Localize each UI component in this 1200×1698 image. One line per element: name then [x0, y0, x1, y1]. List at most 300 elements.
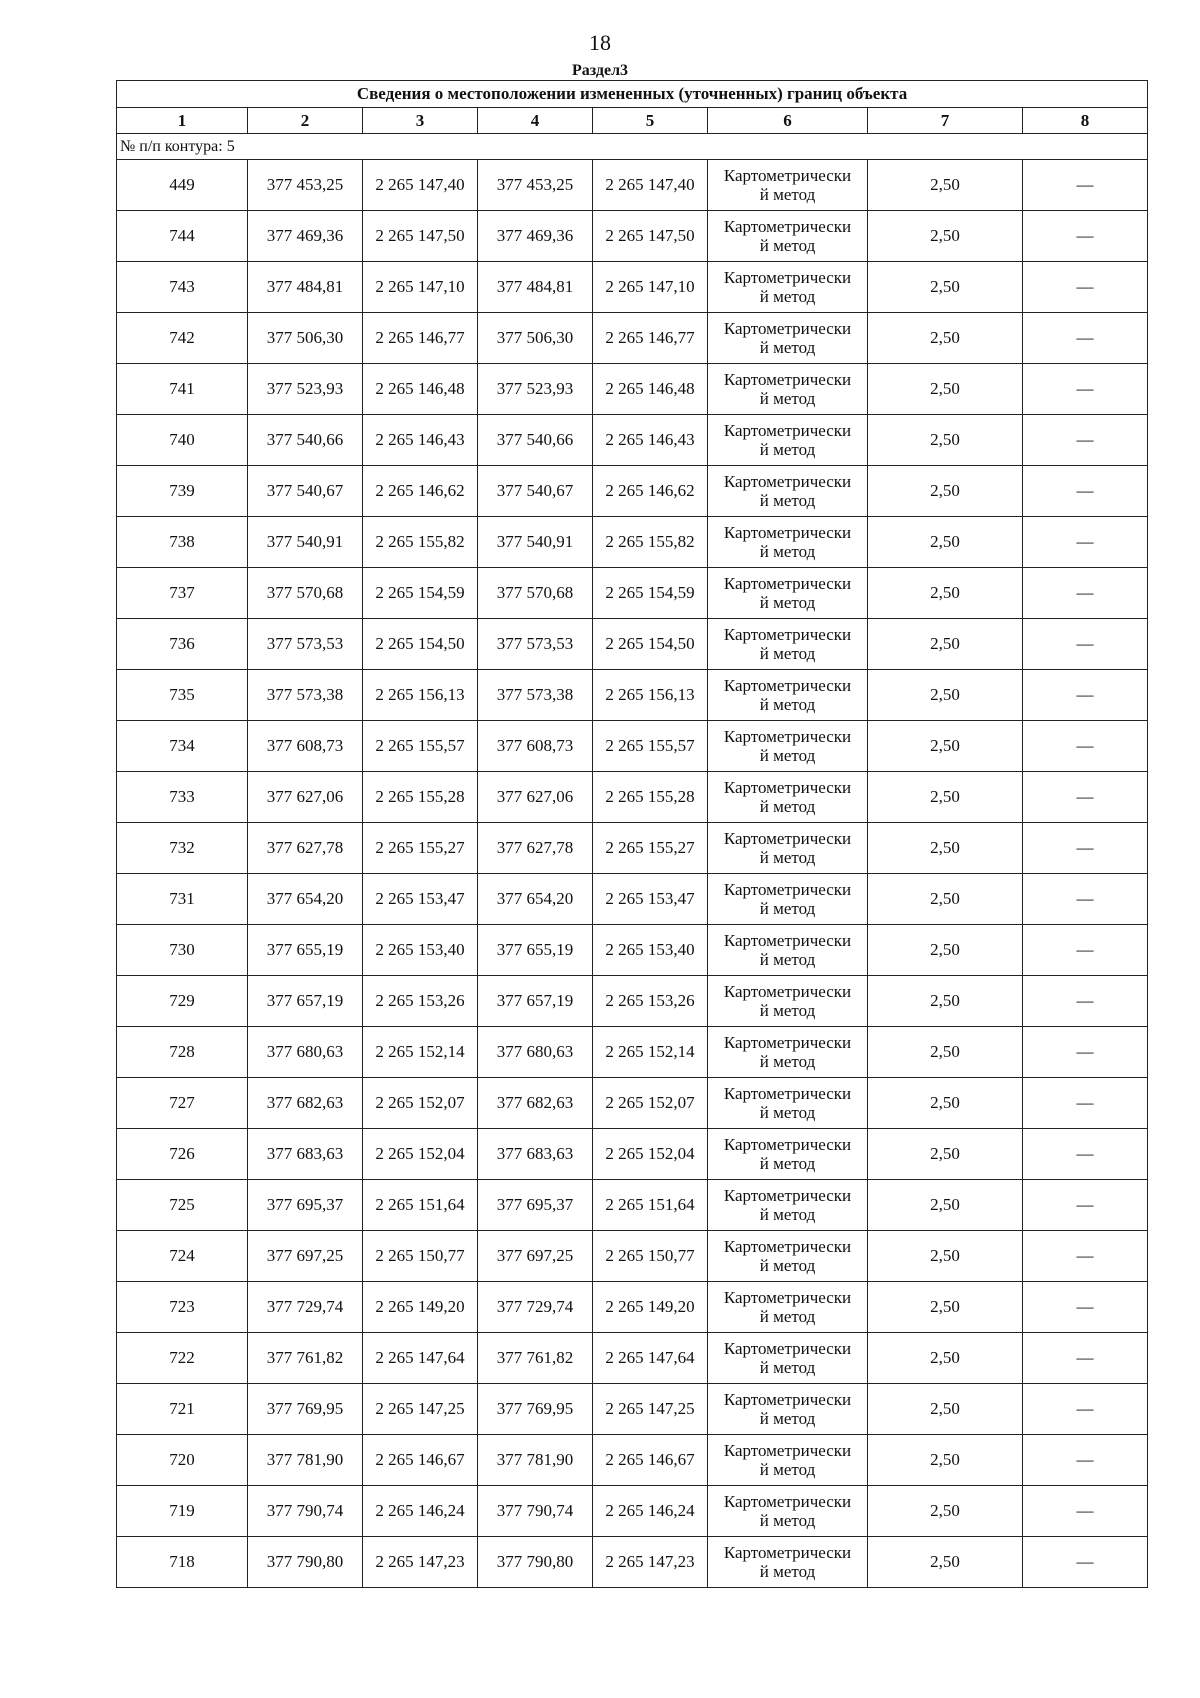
table-row [117, 721, 1148, 772]
accuracy-cell: 2,50 [868, 1384, 1023, 1435]
method-text: Картометрически [723, 1033, 852, 1052]
method-text: й метод [759, 1460, 816, 1479]
y-coordinate-cell: 2 265 153,47 [593, 874, 708, 925]
x-coordinate-cell: 377 523,93 [248, 364, 363, 415]
x-coordinate-cell: 377 697,25 [248, 1231, 363, 1282]
x-coordinate-cell: 377 627,78 [248, 823, 363, 874]
column-number: 6 [708, 108, 868, 134]
method-cell [708, 823, 868, 874]
method-text: Картометрически [723, 982, 852, 1001]
note-cell: — [1023, 415, 1148, 466]
method-cell [708, 415, 868, 466]
note-cell: — [1023, 1231, 1148, 1282]
table-row [117, 1129, 1148, 1180]
page-number: 18 [589, 30, 611, 55]
y-coordinate-cell: 2 265 146,24 [593, 1486, 708, 1537]
x-coordinate-cell: 377 683,63 [248, 1129, 363, 1180]
y-coordinate-cell: 2 265 150,77 [593, 1231, 708, 1282]
method-text: й метод [759, 338, 816, 357]
method-cell [708, 1333, 868, 1384]
note-cell: — [1023, 1129, 1148, 1180]
table-row [117, 568, 1148, 619]
y-coordinate-cell: 2 265 151,64 [363, 1180, 478, 1231]
note-cell: — [1023, 568, 1148, 619]
x-coordinate-cell: 377 729,74 [478, 1282, 593, 1333]
x-coordinate-cell: 377 523,93 [478, 364, 593, 415]
method-text: Картометрически [723, 931, 852, 950]
x-coordinate-cell: 377 469,36 [478, 211, 593, 262]
accuracy-cell: 2,50 [868, 1180, 1023, 1231]
method-cell [708, 1078, 868, 1129]
note-cell: — [1023, 772, 1148, 823]
y-coordinate-cell: 2 265 153,40 [363, 925, 478, 976]
point-number-cell: 735 [117, 670, 248, 721]
y-coordinate-cell: 2 265 155,82 [593, 517, 708, 568]
x-coordinate-cell: 377 484,81 [478, 262, 593, 313]
point-number-cell: 736 [117, 619, 248, 670]
method-text: й метод [759, 1307, 816, 1326]
method-text: Картометрически [723, 727, 852, 746]
method-cell [708, 1231, 868, 1282]
x-coordinate-cell: 377 540,67 [478, 466, 593, 517]
method-text: й метод [759, 185, 816, 204]
y-coordinate-cell: 2 265 146,24 [363, 1486, 478, 1537]
method-text: Картометрически [723, 1288, 852, 1307]
note-cell: — [1023, 364, 1148, 415]
y-coordinate-cell: 2 265 153,26 [593, 976, 708, 1027]
method-cell [708, 517, 868, 568]
table-title: Сведения о местоположении измененных (уточненных) границ объекта [117, 81, 1148, 108]
x-coordinate-cell: 377 655,19 [248, 925, 363, 976]
x-coordinate-cell: 377 627,06 [478, 772, 593, 823]
method-text: й метод [759, 1256, 816, 1275]
method-text: й метод [759, 644, 816, 663]
y-coordinate-cell: 2 265 154,50 [593, 619, 708, 670]
y-coordinate-cell: 2 265 147,64 [593, 1333, 708, 1384]
method-text: й метод [759, 1409, 816, 1428]
y-coordinate-cell: 2 265 155,57 [363, 721, 478, 772]
note-cell: — [1023, 721, 1148, 772]
x-coordinate-cell: 377 695,37 [248, 1180, 363, 1231]
x-coordinate-cell: 377 761,82 [478, 1333, 593, 1384]
coordinates-table [116, 80, 1148, 1588]
method-cell [708, 262, 868, 313]
table-row [117, 160, 1148, 211]
method-text: й метод [759, 848, 816, 867]
method-text: Картометрически [723, 778, 852, 797]
y-coordinate-cell: 2 265 146,62 [363, 466, 478, 517]
x-coordinate-cell: 377 570,68 [478, 568, 593, 619]
method-text: Картометрически [723, 1441, 852, 1460]
accuracy-cell: 2,50 [868, 925, 1023, 976]
point-number-cell: 743 [117, 262, 248, 313]
method-text: й метод [759, 287, 816, 306]
accuracy-cell: 2,50 [868, 415, 1023, 466]
method-cell [708, 619, 868, 670]
method-text: й метод [759, 695, 816, 714]
y-coordinate-cell: 2 265 146,77 [593, 313, 708, 364]
table-row [117, 874, 1148, 925]
x-coordinate-cell: 377 540,66 [478, 415, 593, 466]
method-text: Картометрически [723, 217, 852, 236]
table-row [117, 619, 1148, 670]
table-row [117, 313, 1148, 364]
table-row [117, 823, 1148, 874]
y-coordinate-cell: 2 265 149,20 [363, 1282, 478, 1333]
method-cell [708, 925, 868, 976]
method-cell [708, 874, 868, 925]
x-coordinate-cell: 377 453,25 [478, 160, 593, 211]
note-cell: — [1023, 1027, 1148, 1078]
method-cell [708, 568, 868, 619]
column-number: 4 [478, 108, 593, 134]
point-number-cell: 744 [117, 211, 248, 262]
x-coordinate-cell: 377 657,19 [478, 976, 593, 1027]
point-number-cell: 727 [117, 1078, 248, 1129]
method-cell [708, 1435, 868, 1486]
x-coordinate-cell: 377 654,20 [248, 874, 363, 925]
x-coordinate-cell: 377 573,38 [248, 670, 363, 721]
y-coordinate-cell: 2 265 152,14 [363, 1027, 478, 1078]
point-number-cell: 718 [117, 1537, 248, 1588]
column-number: 7 [868, 108, 1023, 134]
method-text: й метод [759, 950, 816, 969]
point-number-cell: 724 [117, 1231, 248, 1282]
accuracy-cell: 2,50 [868, 1078, 1023, 1129]
method-cell [708, 1129, 868, 1180]
y-coordinate-cell: 2 265 146,48 [593, 364, 708, 415]
method-text: й метод [759, 1154, 816, 1173]
method-text: й метод [759, 1562, 816, 1581]
method-text: й метод [759, 389, 816, 408]
method-cell [708, 1537, 868, 1588]
x-coordinate-cell: 377 506,30 [248, 313, 363, 364]
method-cell [708, 1282, 868, 1333]
y-coordinate-cell: 2 265 155,28 [363, 772, 478, 823]
accuracy-cell: 2,50 [868, 517, 1023, 568]
x-coordinate-cell: 377 654,20 [478, 874, 593, 925]
y-coordinate-cell: 2 265 152,07 [593, 1078, 708, 1129]
point-number-cell: 739 [117, 466, 248, 517]
point-number-cell: 738 [117, 517, 248, 568]
accuracy-cell: 2,50 [868, 364, 1023, 415]
y-coordinate-cell: 2 265 152,14 [593, 1027, 708, 1078]
method-text: й метод [759, 1511, 816, 1530]
method-cell [708, 721, 868, 772]
x-coordinate-cell: 377 790,80 [478, 1537, 593, 1588]
method-text: Картометрически [723, 166, 852, 185]
method-cell [708, 364, 868, 415]
table-row [117, 1078, 1148, 1129]
point-number-cell: 719 [117, 1486, 248, 1537]
point-number-cell: 729 [117, 976, 248, 1027]
method-text: Картометрически [723, 676, 852, 695]
x-coordinate-cell: 377 729,74 [248, 1282, 363, 1333]
note-cell: — [1023, 1486, 1148, 1537]
y-coordinate-cell: 2 265 146,77 [363, 313, 478, 364]
table-row [117, 364, 1148, 415]
y-coordinate-cell: 2 265 153,26 [363, 976, 478, 1027]
method-cell [708, 1384, 868, 1435]
y-coordinate-cell: 2 265 147,64 [363, 1333, 478, 1384]
point-number-cell: 722 [117, 1333, 248, 1384]
accuracy-cell: 2,50 [868, 1282, 1023, 1333]
method-text: Картометрически [723, 1135, 852, 1154]
x-coordinate-cell: 377 573,53 [478, 619, 593, 670]
y-coordinate-cell: 2 265 147,10 [363, 262, 478, 313]
table-row [117, 1180, 1148, 1231]
x-coordinate-cell: 377 453,25 [248, 160, 363, 211]
x-coordinate-cell: 377 683,63 [478, 1129, 593, 1180]
point-number-cell: 721 [117, 1384, 248, 1435]
y-coordinate-cell: 2 265 151,64 [593, 1180, 708, 1231]
y-coordinate-cell: 2 265 154,50 [363, 619, 478, 670]
note-cell: — [1023, 976, 1148, 1027]
accuracy-cell: 2,50 [868, 466, 1023, 517]
y-coordinate-cell: 2 265 155,27 [363, 823, 478, 874]
table-row [117, 1435, 1148, 1486]
method-text: й метод [759, 1103, 816, 1122]
accuracy-cell: 2,50 [868, 1129, 1023, 1180]
point-number-cell: 726 [117, 1129, 248, 1180]
section-title: Раздел3 [571, 62, 629, 79]
method-text: й метод [759, 1001, 816, 1020]
method-text: Картометрически [723, 829, 852, 848]
y-coordinate-cell: 2 265 147,40 [593, 160, 708, 211]
x-coordinate-cell: 377 540,91 [478, 517, 593, 568]
accuracy-cell: 2,50 [868, 721, 1023, 772]
point-number-cell: 723 [117, 1282, 248, 1333]
x-coordinate-cell: 377 697,25 [478, 1231, 593, 1282]
method-text: Картометрически [723, 370, 852, 389]
table-row [117, 1231, 1148, 1282]
y-coordinate-cell: 2 265 155,27 [593, 823, 708, 874]
note-cell: — [1023, 1384, 1148, 1435]
point-number-cell: 720 [117, 1435, 248, 1486]
point-number-cell: 733 [117, 772, 248, 823]
table-row [117, 1333, 1148, 1384]
y-coordinate-cell: 2 265 146,67 [593, 1435, 708, 1486]
y-coordinate-cell: 2 265 154,59 [363, 568, 478, 619]
table-title-row [117, 81, 1148, 108]
method-text: Картометрически [723, 1237, 852, 1256]
y-coordinate-cell: 2 265 155,82 [363, 517, 478, 568]
note-cell: — [1023, 1333, 1148, 1384]
y-coordinate-cell: 2 265 147,25 [593, 1384, 708, 1435]
table-row [117, 670, 1148, 721]
table-row [117, 517, 1148, 568]
x-coordinate-cell: 377 540,67 [248, 466, 363, 517]
method-cell [708, 772, 868, 823]
method-cell [708, 466, 868, 517]
x-coordinate-cell: 377 781,90 [478, 1435, 593, 1486]
point-number-cell: 742 [117, 313, 248, 364]
table-row [117, 1282, 1148, 1333]
column-number: 2 [248, 108, 363, 134]
x-coordinate-cell: 377 570,68 [248, 568, 363, 619]
method-cell [708, 1486, 868, 1537]
table-row [117, 1384, 1148, 1435]
x-coordinate-cell: 377 540,91 [248, 517, 363, 568]
method-text: й метод [759, 746, 816, 765]
contour-label: № п/п контура: 5 [117, 134, 1148, 160]
x-coordinate-cell: 377 506,30 [478, 313, 593, 364]
x-coordinate-cell: 377 484,81 [248, 262, 363, 313]
y-coordinate-cell: 2 265 152,07 [363, 1078, 478, 1129]
y-coordinate-cell: 2 265 146,62 [593, 466, 708, 517]
x-coordinate-cell: 377 680,63 [478, 1027, 593, 1078]
note-cell: — [1023, 619, 1148, 670]
table-row [117, 925, 1148, 976]
point-number-cell: 740 [117, 415, 248, 466]
accuracy-cell: 2,50 [868, 874, 1023, 925]
table-row [117, 466, 1148, 517]
y-coordinate-cell: 2 265 153,40 [593, 925, 708, 976]
accuracy-cell: 2,50 [868, 976, 1023, 1027]
x-coordinate-cell: 377 680,63 [248, 1027, 363, 1078]
x-coordinate-cell: 377 695,37 [478, 1180, 593, 1231]
accuracy-cell: 2,50 [868, 1537, 1023, 1588]
x-coordinate-cell: 377 790,74 [478, 1486, 593, 1537]
x-coordinate-cell: 377 655,19 [478, 925, 593, 976]
method-cell [708, 313, 868, 364]
method-text: й метод [759, 491, 816, 510]
contour-row [117, 134, 1148, 160]
table-row [117, 1027, 1148, 1078]
point-number-cell: 732 [117, 823, 248, 874]
y-coordinate-cell: 2 265 146,43 [593, 415, 708, 466]
table-row [117, 976, 1148, 1027]
method-text: Картометрически [723, 268, 852, 287]
point-number-cell: 730 [117, 925, 248, 976]
note-cell: — [1023, 313, 1148, 364]
note-cell: — [1023, 262, 1148, 313]
accuracy-cell: 2,50 [868, 568, 1023, 619]
table-row [117, 1486, 1148, 1537]
y-coordinate-cell: 2 265 153,47 [363, 874, 478, 925]
method-text: й метод [759, 899, 816, 918]
method-text: Картометрически [723, 1084, 852, 1103]
y-coordinate-cell: 2 265 156,13 [593, 670, 708, 721]
accuracy-cell: 2,50 [868, 619, 1023, 670]
y-coordinate-cell: 2 265 150,77 [363, 1231, 478, 1282]
y-coordinate-cell: 2 265 147,50 [363, 211, 478, 262]
method-cell [708, 211, 868, 262]
x-coordinate-cell: 377 790,74 [248, 1486, 363, 1537]
point-number-cell: 725 [117, 1180, 248, 1231]
accuracy-cell: 2,50 [868, 1333, 1023, 1384]
x-coordinate-cell: 377 769,95 [248, 1384, 363, 1435]
y-coordinate-cell: 2 265 147,23 [593, 1537, 708, 1588]
method-text: Картометрически [723, 523, 852, 542]
method-text: Картометрически [723, 1339, 852, 1358]
method-text: Картометрически [723, 319, 852, 338]
y-coordinate-cell: 2 265 149,20 [593, 1282, 708, 1333]
y-coordinate-cell: 2 265 155,57 [593, 721, 708, 772]
y-coordinate-cell: 2 265 147,10 [593, 262, 708, 313]
x-coordinate-cell: 377 790,80 [248, 1537, 363, 1588]
note-cell: — [1023, 211, 1148, 262]
method-cell [708, 1027, 868, 1078]
method-text: Картометрически [723, 421, 852, 440]
note-cell: — [1023, 874, 1148, 925]
note-cell: — [1023, 670, 1148, 721]
y-coordinate-cell: 2 265 147,25 [363, 1384, 478, 1435]
accuracy-cell: 2,50 [868, 1435, 1023, 1486]
note-cell: — [1023, 1078, 1148, 1129]
accuracy-cell: 2,50 [868, 670, 1023, 721]
method-cell [708, 976, 868, 1027]
x-coordinate-cell: 377 682,63 [478, 1078, 593, 1129]
point-number-cell: 731 [117, 874, 248, 925]
note-cell: — [1023, 1537, 1148, 1588]
column-number: 8 [1023, 108, 1148, 134]
x-coordinate-cell: 377 469,36 [248, 211, 363, 262]
method-text: Картометрически [723, 1492, 852, 1511]
method-text: й метод [759, 1205, 816, 1224]
method-text: й метод [759, 1052, 816, 1071]
note-cell: — [1023, 160, 1148, 211]
accuracy-cell: 2,50 [868, 211, 1023, 262]
table-row [117, 415, 1148, 466]
method-text: Картометрически [723, 574, 852, 593]
note-cell: — [1023, 517, 1148, 568]
y-coordinate-cell: 2 265 154,59 [593, 568, 708, 619]
method-cell [708, 670, 868, 721]
y-coordinate-cell: 2 265 155,28 [593, 772, 708, 823]
y-coordinate-cell: 2 265 152,04 [363, 1129, 478, 1180]
method-text: й метод [759, 440, 816, 459]
note-cell: — [1023, 466, 1148, 517]
column-number: 5 [593, 108, 708, 134]
accuracy-cell: 2,50 [868, 313, 1023, 364]
x-coordinate-cell: 377 682,63 [248, 1078, 363, 1129]
point-number-cell: 741 [117, 364, 248, 415]
x-coordinate-cell: 377 573,53 [248, 619, 363, 670]
y-coordinate-cell: 2 265 156,13 [363, 670, 478, 721]
x-coordinate-cell: 377 769,95 [478, 1384, 593, 1435]
note-cell: — [1023, 925, 1148, 976]
method-cell [708, 1180, 868, 1231]
x-coordinate-cell: 377 573,38 [478, 670, 593, 721]
point-number-cell: 737 [117, 568, 248, 619]
x-coordinate-cell: 377 627,06 [248, 772, 363, 823]
accuracy-cell: 2,50 [868, 1231, 1023, 1282]
point-number-cell: 734 [117, 721, 248, 772]
accuracy-cell: 2,50 [868, 262, 1023, 313]
method-text: Картометрически [723, 625, 852, 644]
table-body [117, 81, 1148, 1588]
point-number-cell: 449 [117, 160, 248, 211]
y-coordinate-cell: 2 265 146,43 [363, 415, 478, 466]
y-coordinate-cell: 2 265 147,50 [593, 211, 708, 262]
accuracy-cell: 2,50 [868, 160, 1023, 211]
method-text: Картометрически [723, 1390, 852, 1409]
column-number: 1 [117, 108, 248, 134]
x-coordinate-cell: 377 761,82 [248, 1333, 363, 1384]
method-text: Картометрически [723, 472, 852, 491]
y-coordinate-cell: 2 265 147,23 [363, 1537, 478, 1588]
accuracy-cell: 2,50 [868, 1027, 1023, 1078]
x-coordinate-cell: 377 627,78 [478, 823, 593, 874]
table-row [117, 772, 1148, 823]
accuracy-cell: 2,50 [868, 772, 1023, 823]
y-coordinate-cell: 2 265 152,04 [593, 1129, 708, 1180]
method-text: Картометрически [723, 880, 852, 899]
y-coordinate-cell: 2 265 146,48 [363, 364, 478, 415]
method-text: Картометрически [723, 1186, 852, 1205]
table-row [117, 262, 1148, 313]
